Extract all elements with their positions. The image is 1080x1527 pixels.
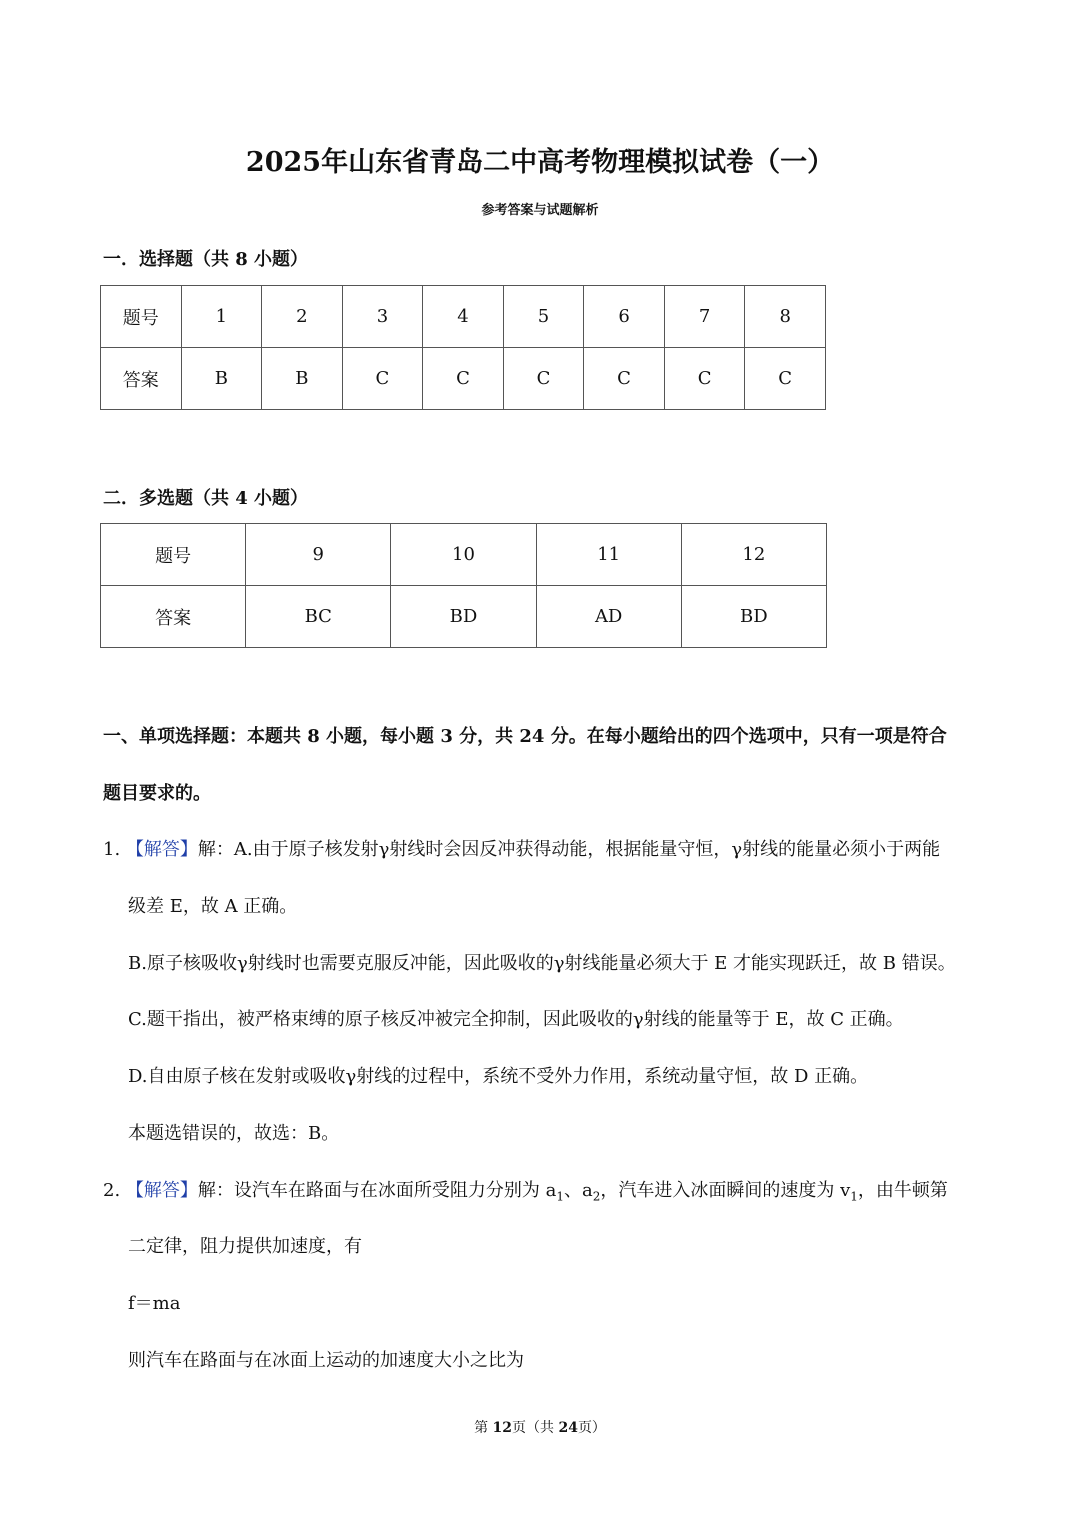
q1-line5: D.自由原子核在发射或吸收γ射线的过程中，系统不受外力作用，系统动量守恒，故 D 正确。 xyxy=(128,1066,869,1087)
table-cell: 4 xyxy=(423,286,504,348)
q2-text-d: ，由牛顿第 xyxy=(857,1180,948,1201)
q1-line1 xyxy=(103,835,940,861)
footer-suffix: 页） xyxy=(577,1420,606,1436)
q1-line6: 本题选错误的，故选：B。 xyxy=(128,1123,340,1144)
q1-text: 解：A.由于原子核发射γ射线时会因反冲获得动能，根据能量守恒，γ射线的能量必须小于两能 xyxy=(197,839,941,860)
table-cell: C xyxy=(745,348,826,410)
table-cell: 2 xyxy=(262,286,343,348)
table-cell: 12 xyxy=(681,524,826,586)
table-cell: 5 xyxy=(503,286,584,348)
table-cell: C xyxy=(342,348,423,410)
table-cell: 9 xyxy=(246,524,391,586)
footer-prefix: 第 xyxy=(474,1420,493,1436)
table-row xyxy=(101,586,827,648)
table-cell: 答案 xyxy=(101,348,182,410)
q1-line2: 级差 E，故 A 正确。 xyxy=(128,896,298,917)
q2-text-c: ，汽车进入冰面瞬间的速度为 v xyxy=(600,1180,851,1201)
page-total: 24 xyxy=(558,1420,578,1436)
page-title: 2025年山东省青岛二中高考物理模拟试卷（一） xyxy=(245,147,835,178)
table-cell: 3 xyxy=(342,286,423,348)
q2-line4: 则汽车在路面与在冰面上运动的加速度大小之比为 xyxy=(128,1350,524,1371)
table-cell: BC xyxy=(246,586,391,648)
page-number: 12 xyxy=(492,1420,512,1436)
subscript: 2 xyxy=(592,1189,601,1204)
table-cell: B xyxy=(181,348,262,410)
q2-text-a: 解：设汽车在路面与在冰面所受阻力分别为 a xyxy=(197,1180,557,1201)
answer-table-multi-choice xyxy=(100,523,827,648)
footer-middle: 页（共 xyxy=(512,1420,559,1436)
table-cell: BD xyxy=(391,586,536,648)
subscript: 1 xyxy=(850,1189,858,1204)
table-cell: C xyxy=(503,348,584,410)
table-cell: 题号 xyxy=(101,286,182,348)
page-footer xyxy=(0,1417,1080,1437)
answer-tag: 【解答】 xyxy=(125,839,198,860)
table-row xyxy=(101,286,826,348)
table-cell: 10 xyxy=(391,524,536,586)
table-cell: B xyxy=(262,348,343,410)
table-cell: C xyxy=(664,348,745,410)
table-cell: 7 xyxy=(664,286,745,348)
section1-heading: 一．选择题（共 8 小题） xyxy=(103,249,309,270)
page-subtitle: 参考答案与试题解析 xyxy=(481,203,599,218)
q1-line4: C.题干指出，被严格束缚的原子核反冲被完全抑制，因此吸收的γ射线的能量等于 E，故 C 正确。 xyxy=(128,1009,904,1030)
table-cell: 6 xyxy=(584,286,665,348)
table-cell: BD xyxy=(681,586,826,648)
q2-text-b: 、a xyxy=(564,1180,593,1201)
section2-heading: 二．多选题（共 4 小题） xyxy=(103,488,309,509)
question-number: 2. xyxy=(103,1180,121,1201)
question-number: 1. xyxy=(103,839,121,860)
table-cell: 题号 xyxy=(101,524,246,586)
subscript: 1 xyxy=(556,1189,565,1204)
table-cell: C xyxy=(423,348,504,410)
q2-formula: f＝ma xyxy=(128,1293,181,1314)
part1-instruction: 一、单项选择题：本题共 8 小题，每小题 3 分，共 24 分。在每小题给出的四个选项中，只有一项是符合 xyxy=(103,726,947,747)
table-row xyxy=(101,524,827,586)
part1-instruction-cont: 题目要求的。 xyxy=(103,783,211,804)
q2-line2: 二定律，阻力提供加速度，有 xyxy=(128,1236,362,1257)
table-cell: 11 xyxy=(536,524,681,586)
answer-table-single-choice xyxy=(100,285,826,410)
table-cell: 1 xyxy=(181,286,262,348)
table-cell: C xyxy=(584,348,665,410)
table-cell: 答案 xyxy=(101,586,246,648)
table-cell: 8 xyxy=(745,286,826,348)
q2-line1 xyxy=(103,1176,948,1204)
table-row xyxy=(101,348,826,410)
table-cell: AD xyxy=(536,586,681,648)
answer-tag: 【解答】 xyxy=(125,1180,198,1201)
q1-line3: B.原子核吸收γ射线时也需要克服反冲能，因此吸收的γ射线能量必须大于 E 才能实现跃迁，故 B 错误。 xyxy=(128,953,956,974)
